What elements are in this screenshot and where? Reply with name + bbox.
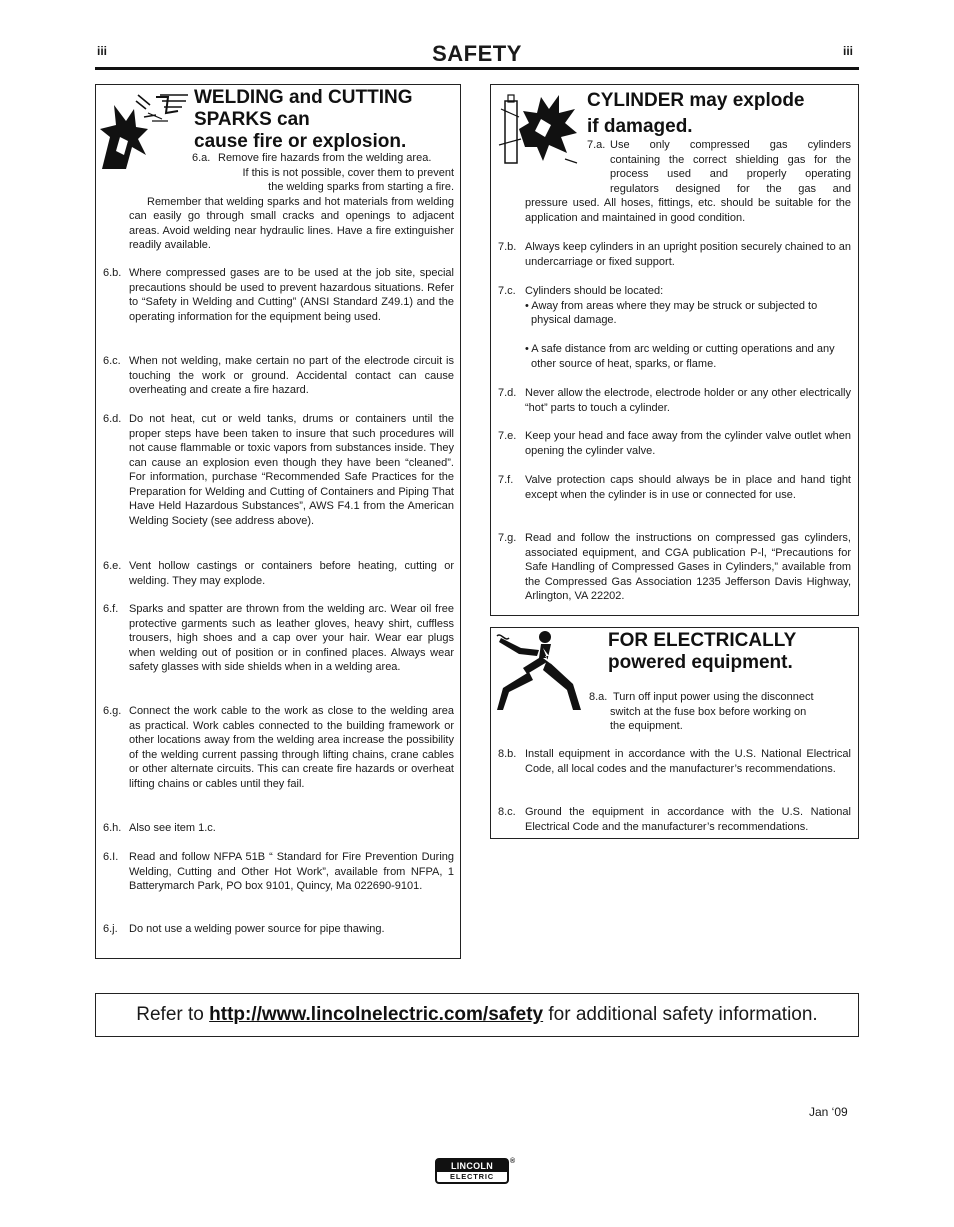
item-6i	[103, 850, 454, 894]
item-6c-num: 6.c.	[103, 355, 121, 367]
item-6d-num: 6.d.	[103, 413, 122, 425]
item-7a-line-2: containing the correct shielding gas for the	[610, 153, 851, 166]
item-6a-line-2: If this is not possible, cover them to prevent	[242, 166, 454, 179]
cylinder-section	[490, 84, 859, 616]
item-6e-num: 6.e.	[103, 560, 122, 572]
logo-top-text: LINCOLN	[437, 1160, 507, 1172]
item-6f-num: 6.f.	[103, 603, 119, 615]
item-8c-num: 8.c.	[498, 806, 516, 818]
item-7c-bullet-1: • Away from areas where they may be struck or subjected to physical damage.	[525, 299, 818, 326]
item-7c-text: Cylinders should be located:	[525, 285, 664, 297]
item-7d-text: Never allow the electrode, electrode holder or any other electrically “hot” parts to touch a cylinder.	[525, 387, 851, 414]
page-title: SAFETY	[432, 41, 522, 66]
page-number-right: iii	[843, 44, 854, 58]
item-6j	[103, 922, 454, 937]
item-7b	[498, 240, 851, 269]
item-6h	[103, 821, 454, 836]
item-6g	[103, 704, 454, 791]
item-8c	[498, 805, 851, 834]
item-8a-num: 8.a.	[589, 691, 608, 703]
item-6b-text: Where compressed gases are to be used at the job site, special precautions should be used to prevent hazardous situations. Refer to “Safety in Welding and Cutting” (ANSI Standard Z49.1) and the operating information for the equipment being used.	[129, 267, 454, 323]
item-6i-num: 6.I.	[103, 851, 119, 863]
item-7g-num: 7.g.	[498, 532, 517, 544]
electrical-heading-line-2: powered equipment.	[608, 652, 793, 673]
item-7c	[498, 284, 851, 299]
cylinder-heading-line-1: CYLINDER may explode	[587, 90, 805, 111]
item-8a-line-3: the equipment.	[610, 720, 683, 732]
welding-heading-line-1: WELDING and CUTTING	[194, 87, 413, 108]
item-6a-line-3: the welding sparks from starting a fire.	[268, 181, 454, 193]
lincoln-electric-logo	[435, 1158, 509, 1184]
logo-bottom-text: ELECTRIC	[450, 1172, 494, 1181]
item-7d	[498, 386, 851, 415]
additional-info-prefix: Refer to	[136, 1004, 210, 1025]
page-number-left: iii	[97, 44, 108, 58]
item-6i-text: Read and follow NFPA 51B “ Standard for Fire Prevention During Welding, Cutting and Other Hot Work”, available from NFPA, 1 Batterymarch Park, PO box 9101, Quincy, Ma 022690-9101.	[129, 851, 454, 892]
item-7d-num: 7.d.	[498, 387, 517, 399]
item-7a-line-4: regulators designed for the gas and	[610, 182, 851, 195]
electrical-section	[490, 627, 859, 839]
item-7f-num: 7.f.	[498, 474, 514, 486]
item-6e	[103, 559, 454, 588]
additional-info-suffix: for additional safety information.	[543, 1004, 818, 1025]
item-7g	[498, 531, 851, 604]
registered-mark: ®	[510, 1158, 516, 1165]
item-7g-text: Read and follow the instructions on compressed gas cylinders, associated equipment, and CGA publication P-l, “Precautions for Safe Handling of Compressed Gases in Cylinders,” available from the Compressed Gas Association 1235 Jefferson Davis Highway, Arlington, VA 22202.	[525, 532, 851, 602]
item-8b-num: 8.b.	[498, 748, 517, 760]
item-6j-text: Do not use a welding power source for pipe thawing.	[129, 923, 385, 935]
item-7c-bullet-2: • A safe distance from arc welding or cutting operations and any other source of heat, sparks, or flame.	[525, 343, 835, 370]
item-8a-line-2: switch at the fuse box before working on	[610, 705, 807, 718]
item-7a-continuation: pressure used. All hoses, fittings, etc. should be suitable for the application and maintained in good condition.	[525, 197, 851, 224]
item-6a-continuation: Remember that welding sparks and hot materials from welding can easily go through small cracks and openings to adjacent areas. Avoid welding near hydraulic lines. Have a fire extinguisher readily available.	[129, 195, 454, 251]
item-7e-text: Keep your head and face away from the cylinder valve outlet when opening the cylinder valve.	[525, 430, 851, 457]
item-6f-text: Sparks and spatter are thrown from the welding arc. Wear oil free protective garments such as leather gloves, heavy shirt, cuffless trousers, high shoes and a cap over your hair. Wear ear plugs when welding out of position or in confined places. Always wear safety glasses with side shields when in a welding area.	[129, 603, 454, 673]
item-8b-text: Install equipment in accordance with the U.S. National Electrical Code, all local codes and the manufacturer’s recommendations.	[525, 748, 851, 775]
item-6f	[103, 602, 454, 675]
item-6d-text: Do not heat, cut or weld tanks, drums or containers until the proper steps have been taken to insure that such procedures will not cause flammable or toxic vapors from substances inside. They can cause an explosion even though they have been “cleaned”. For information, purchase “Recommended Safe Practices for the Preparation for Welding and Cutting of Containers and Piping That Have Held Hazardous Substances”, AWS F4.1 from the American Welding Society (see address above).	[129, 413, 454, 527]
item-6c-text: When not welding, make certain no part of the electrode circuit is touching the work or ground. Accidental contact can cause overheating and create a fire hazard.	[129, 355, 454, 396]
welding-sparks-section	[95, 84, 461, 959]
electric-shock-icon	[493, 630, 589, 714]
item-6e-text: Vent hollow castings or containers before heating, cutting or welding. They may explode.	[129, 560, 454, 587]
item-6b-num: 6.b.	[103, 267, 122, 279]
item-6g-num: 6.g.	[103, 705, 122, 717]
item-7f-text: Valve protection caps should always be in place and hand tight except when the cylinder is in use or connected for use.	[525, 474, 851, 501]
electrical-heading-line-1: FOR ELECTRICALLY	[608, 630, 797, 651]
safety-website-link[interactable]: http://www.lincolnelectric.com/safety	[209, 1004, 544, 1025]
item-6h-text: Also see item 1.c.	[129, 822, 216, 834]
item-7b-text: Always keep cylinders in an upright position securely chained to an undercarriage or fixed support.	[525, 241, 851, 268]
welding-sparks-explosion-icon	[100, 89, 192, 171]
cylinder-explosion-icon	[495, 89, 579, 165]
item-8c-text: Ground the equipment in accordance with the U.S. National Electrical Code and the manufacturer’s recommendations.	[525, 806, 851, 833]
header-rule	[95, 67, 859, 70]
revision-date: Jan ‘09	[809, 1105, 848, 1119]
item-8a-line-1: Turn off input power using the disconnect	[613, 691, 814, 703]
item-7a-num: 7.a.	[587, 139, 606, 151]
item-6j-num: 6.j.	[103, 923, 118, 935]
item-7f	[498, 473, 851, 502]
item-7a-line-1: Use only compressed gas cylinders	[610, 139, 851, 151]
item-6a-line-1: Remove fire hazards from the welding area.	[218, 152, 432, 164]
item-8b	[498, 747, 851, 776]
additional-info-box	[95, 993, 859, 1037]
item-6a-num: 6.a.	[192, 152, 211, 164]
item-6h-num: 6.h.	[103, 822, 122, 834]
item-7e	[498, 429, 851, 458]
item-6c	[103, 354, 454, 398]
item-7a-line-3: process used and properly operating	[610, 168, 851, 180]
welding-heading-line-2: SPARKS can	[194, 109, 310, 130]
item-7c-num: 7.c.	[498, 285, 516, 297]
welding-heading-line-3: cause fire or explosion.	[194, 131, 407, 152]
item-6g-text: Connect the work cable to the work as close to the welding area as practical. Work cables connected to the building framework or other locations away from the welding area increase the possibility of the welding current passing through lifting chains, crane cables or other alternate circuits. This can create fire hazards or overheat lifting chains or cables until they fail.	[129, 705, 454, 790]
item-7e-num: 7.e.	[498, 430, 517, 442]
item-6d	[103, 412, 454, 528]
item-7b-num: 7.b.	[498, 241, 517, 253]
cylinder-heading-line-2: if damaged.	[587, 116, 693, 137]
item-6b	[103, 266, 454, 324]
